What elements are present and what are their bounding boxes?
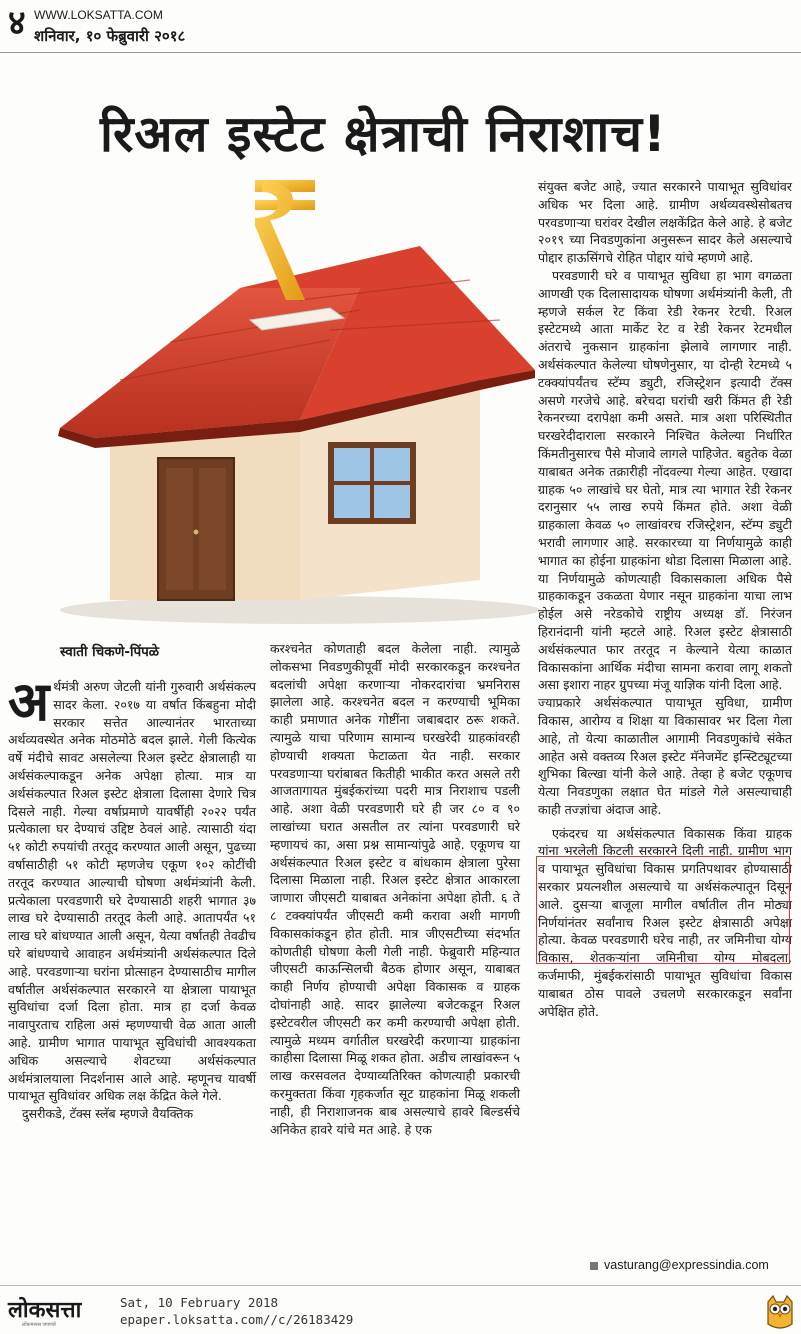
- loksatta-logo: लोकसत्ता: [8, 1298, 82, 1323]
- footer-url[interactable]: epaper.loksatta.com//c/26183429: [120, 1312, 354, 1327]
- footer-rule: [0, 1285, 801, 1286]
- header-rule: [0, 52, 801, 53]
- byline: स्वाती चिकणे-पिंपळे: [60, 644, 160, 660]
- headline: रिअल इस्टेट क्षेत्राची निराशाच!: [100, 105, 667, 163]
- author-email[interactable]: vasturang@expressindia.com: [590, 1258, 769, 1272]
- article-paragraph: एकंदरच या अर्थसंकल्पात विकासक किंवा ग्राहक यांना भरलेली किटली सरकारने दिली नाही. ग्रामीण भाग व पायाभूत सुविधांचा विकास प्रगतिपथावर होण्यासाठी सरकार प्रयत्नशील असल्याचे या अर्थसंकल्पातून दिसून आले. दुसऱ्या बाजूला मागील वर्षातील तीन मोठ्या निर्णयांनंतर सर्वांनाच रिअल इस्टेट क्षेत्रासाठी अपेक्षा होत्या. केवळ परवडणारी घरेच नाही, तर जमिनीचा योग्य विकास, शेतकऱ्यांना जमिनीचा योग्य मोबदला, कर्जमाफी, मुंबईकरांसाठी पायाभूत सुविधांचा विकास याबाबत ठोस पावले उचलणे सरकारकडून सर्वांना अपेक्षित होते.: [538, 825, 792, 1019]
- page-number: ४: [8, 3, 26, 43]
- article-paragraph: परवडणारी घरे व पायाभूत सुविधा हा भाग वगळता आणखी एक दिलासादायक घोषणा अर्थमंत्र्यांनी केली, ती म्हणजे सर्कल रेट किंवा रेडी रेकनर रेटची. रिअल इस्टेटमध्ये आता मार्केट रेट व रेडी रेकनर रेटमधील अंतराचे नुकसान ग्राहकांना झेलावे लागणार नाही. अर्थसंकल्पात केलेल्या घोषणेनुसार, या दोन्ही रेटमध्ये ५ टक्क्यांपर्यंतच स्टॅम्प ड्युटी, रजिस्ट्रेशन इत्यादी टॅक्स असणे गरजेचे आहे. बरेचदा घरांची खरी किंमत ही रेडी रेकनरच्या दरापेक्षा कमी असते. मात्र अशा परिस्थितीत घरखरेदीदाराला सरकारने निश्चित केलेल्या निर्धारित किंमतीनुसारच पैसे मोजावे लागले पाहिजेत. बहुतेक वेळा याबाबत अनेक तक्रारीही नोंदवल्या गेल्या आहेत. एखादा ग्राहक ५० लाखांचे घर घेतो, मात्र त्या भागात रेडी रेकनर दरानुसार ५५ लाख रुपये किंमत होते. अशा वेळी ग्राहकाला केवळ ५० लाखांवरच रजिस्ट्रेशन, स्टॅम्प ड्युटी भरावी लागणार आहे. सरकारच्या या निर्णयामुळे काही भागात का होईना ग्राहकांना थोडा दिलासा मिळाला आहे. या निर्णयामुळे कोणत्याही विकासकाला अधिक पैसे ग्राहकाकडून उकळता येणार नसून ग्राहकांना याचा लाभ होईल असे नरेडकोचे राष्ट्रीय अध्यक्ष डॉ. निरंजन हिरानंदानी यांनी म्हटले आहे. रिअल इस्टेट क्षेत्रासाठी अर्थसंकल्पात फार तरतूद न केल्याने येत्या काळात विकासकांना आर्थिक मंदीचा सामना करावा लागू शकतो असा इशारा नाहर ग्रुपच्या मंजू याज्ञिक यांनी दिला आहे.: [538, 267, 792, 693]
- drop-cap: अ: [8, 670, 50, 733]
- article-paragraph: अर्थमंत्री अरुण जेटली यांनी गुरुवारी अर्थसंकल्प सादर केला. २०१७ या वर्षात किंबहुना मोदी सरकार सत्तेत आल्यानंतर भारताच्या अर्थव्यवस्थेत अनेक मोठमोठे बदल झाले. गेली कित्येक वर्षे मंदीचे सावट असलेल्या रिअल इस्टेट क्षेत्रालाही या अर्थसंकल्पाकडून अनेक अपेक्षा होत्या. मात्र या अर्थसंकल्पात रिअल इस्टेट क्षेत्राला दिलासा देणारे चित्र दिसले नाही. गेल्या वर्षाप्रमाणे यावर्षीही २०२२ पर्यंत प्रत्येकाला घर देण्याचं उद्दिष्ट ठेवलं आहे. त्यासाठी यंदा ५१ कोटी रुपयांची तरतूद करण्यात आली असून, पुढच्या वर्षासाठीही ५१ कोटी म्हणजेच एकूण १०२ कोटींची तरतूद करण्यात आल्याची घोषणा अर्थमंत्र्यांनी केली. प्रत्येकाला परवडणारी घरे देण्यासाठी शहरी भागात ३७ लाख घरे देण्यासाठी तरतूद केली आहे. आतापर्यंत ५१ लाख घरे बांधण्यात आली असून, येत्या वर्षातही तेवढीच घरे बांधण्याचे आवाहन अर्थमंत्र्यांनी अर्थसंकल्पात दिले आहे. परवडणाऱ्या घरांना प्रोत्साहन देण्यासाठीच मागील वर्षातील अर्थसंकल्पात सरकारने या क्षेत्राला पायाभूत सुविधांचा दर्जा दिला होता. मात्र हा दर्जा केवळ नावापुरताच राहिला असं म्हणण्याची वेळ आता आली आहे. ग्रामीण भागात पायाभूत सुविधांची आवश्यकता अधिक असल्याचे शेवटच्या अर्थसंकल्पात अर्थमंत्रालयाला निदर्शनास आले आहे. म्हणूनच यावर्षी पायाभूत सुविधांवर अधिक लक्ष केंद्रित केले गेले.: [8, 670, 256, 1104]
- article-paragraph: दुसरीकडे, टॅक्स स्लॅब म्हणजे वैयक्तिक: [22, 1106, 194, 1122]
- footer-date: Sat, 10 February 2018: [120, 1295, 279, 1310]
- house-illustration: [0, 170, 545, 630]
- bullet-square-icon: [590, 1262, 598, 1270]
- site-url: WWW.LOKSATTA.COM: [34, 8, 163, 22]
- issue-date: शनिवार, १० फेब्रुवारी २०१८: [34, 27, 186, 45]
- highlight-box: [536, 856, 790, 964]
- logo-tagline: लोकमानस जपणारे: [22, 1322, 57, 1328]
- article-paragraph: करश्चनेत कोणताही बदल केलेला नाही. त्यामुळे लोकसभा निवडणुकीपूर्वी मोदी सरकारकडून करश्चनेत बदलांची अपेक्षा करणाऱ्या नोकरदारांचा भ्रमनिरास झालेला आहे. करश्चनेत बदल न करण्याची भूमिका काही प्रमाणात अनेक गोष्टींना जबाबदार ठरू शकते. त्यामुळे याचा परिणाम सामान्य घरखरेदी ग्राहकांवरही होण्याची शक्यता फेटाळता येत नाही. सरकार परवडणाऱ्या घरांबाबत कितीही भाकीत करत असले तरी आजतागायत मुंबईकरांच्या पदरी मात्र निराशाच पडली आहे. अशा वेळी परवडणारी घरे ही जर ८० व ९० लाखांच्या घरात असतील तर त्यांना परवडणारी घरे म्हणायचं का, असा प्रश्न सामान्यांपुढे आहे. एकूणच या अर्थसंकल्पात रिअल इस्टेट व बांधकाम क्षेत्राला पुरेसा दिलासा मिळाला नाही. रिअल इस्टेट क्षेत्रात आकारला जाणारा जीएसटी याबाबत अनेकांना अपेक्षा होती. ६ ते ८ टक्क्यांपर्यंत जीएसटी कमी करावा अशी मागणी विकासकांकडून होत होती. मात्र जीएसटीच्या संदर्भात कोणतीही घोषणा केली गेली नाही. फेब्रुवारी महिन्यात जीएसटी काऊन्सिलची बैठक होणार असून, याबाबत काही निर्णय होण्याची अपेक्षा विकासक व ग्राहक दोघांनाही आहे. सादर झालेल्या बजेटकडून रिअल इस्टेटवरील जीएसटी कर कमी करण्याची अपेक्षा होती. त्यामुळे मध्यम वर्गातील घरखरेदी करणाऱ्या ग्राहकांना काहीसा दिलासा मिळू शकत होता. अडीच लाखांवरून ५ लाख करसवलत देण्याव्यतिरिक्त कोणत्याही प्रकारची करमुक्तता किंवा गृहकर्जात सूट ग्राहकांना मिळू शकली नाही, ही निराशाजनक बाब असल्याचे हावरे बिल्डर्सचे अनिकेत हावरे यांचे मत आहे. हे एक: [270, 641, 520, 1137]
- owl-icon: [764, 1294, 796, 1330]
- article-column-1: [8, 670, 256, 1123]
- article-paragraph: संयुक्त बजेट आहे, ज्यात सरकारने पायाभूत सुविधांवर अधिक भर दिला आहे. ग्रामीण अर्थव्यवस्थेसोबतच परवडणाऱ्या घरांवर देखील लक्षकेंद्रित केले आहे. हे बजेट २०१९ च्या निवडणुकांना अनुसरून सादर केले असल्याचे पोद्दार हाऊसिंगचे रोहित पोद्दार यांचे म्हणणे आहे.: [538, 179, 792, 266]
- article-paragraph: ज्याप्रकारे अर्थसंकल्पात पायाभूत सुविधा, ग्रामीण विकास, आरोग्य व शिक्षा या विकासावर भर दिला गेला आहे, तो येत्या काळातील आगामी निवडणुकांचे संकेत आहेत असे वक्तव्य रिअल इस्टेट मॅनेजमेंट इन्स्टिट्यूटच्या शुभिका बिल्खा यांनी केले आहे. तेव्हा हे बजेट एकूणच येत्या निवडणुका लक्षात घेत मांडले गेले असल्याचाही काही तज्ज्ञांचा अंदाज आहे.: [538, 695, 792, 817]
- article-column-2: [270, 640, 520, 1138]
